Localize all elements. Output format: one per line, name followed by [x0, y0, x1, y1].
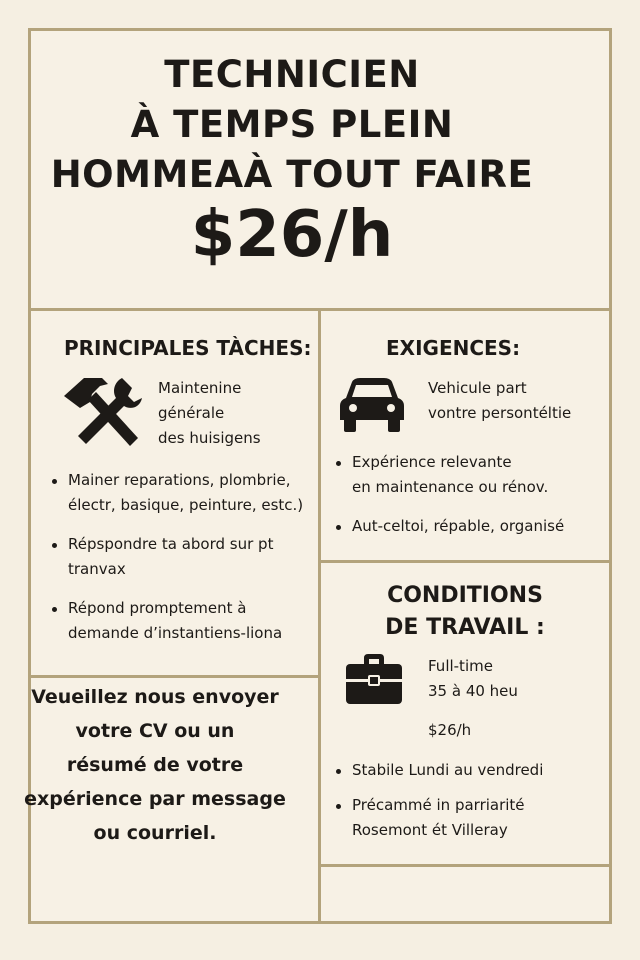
requirements-intro: Vehicule part vontre persontéltie [428, 379, 572, 422]
list-item: Stabile Lundi au vendredi [334, 758, 604, 783]
job-title [0, 50, 584, 200]
title-line: À TEMPS PLEIN [130, 103, 454, 146]
divider-right-1 [321, 560, 609, 563]
requirements-heading: EXIGENCES: [386, 336, 521, 360]
list-item: Mainer reparations, plombrie, électr, basique, peinture, estc.) [50, 468, 312, 518]
briefcase-icon [344, 652, 404, 706]
list-item: Répond promptement à demande d’instantiens-liona [50, 596, 312, 646]
list-item: Aut-celtoi, répable, organisé [334, 514, 604, 539]
divider-left [31, 675, 318, 678]
title-line: HOMMEAÀ TOUT FAIRE [50, 153, 534, 196]
hammer-wrench-icon [62, 372, 144, 452]
list-item: Répspondre ta abord sur pt tranvax [50, 532, 312, 582]
requirements-list [334, 450, 604, 539]
tasks-list [50, 468, 312, 646]
title-line: TECHNICIEN [164, 53, 420, 96]
application-instructions: Veuеillez nous envoyer votre CV ou un résumé de votre expérience par message ou courriel. [24, 686, 286, 844]
divider-right-2 [321, 864, 609, 867]
tasks-intro: Maintenine générale des huisigens [158, 379, 261, 447]
list-item: Expérience relevante en maintenance ou rénov. [334, 450, 604, 500]
conditions-wage: $26/h [428, 721, 472, 739]
list-item: Précammé in parriarité Rosemont ét Villeray [334, 793, 604, 843]
conditions-info: Full-time 35 à 40 heu [428, 657, 518, 700]
car-icon [338, 376, 406, 434]
conditions-list [334, 758, 604, 843]
hourly-wage: $26/h [190, 198, 394, 272]
tasks-heading: PRINCIPALES TÀCHES: [64, 336, 312, 360]
conditions-heading: CONDITIONS DE TRAVAIL : [385, 583, 545, 640]
